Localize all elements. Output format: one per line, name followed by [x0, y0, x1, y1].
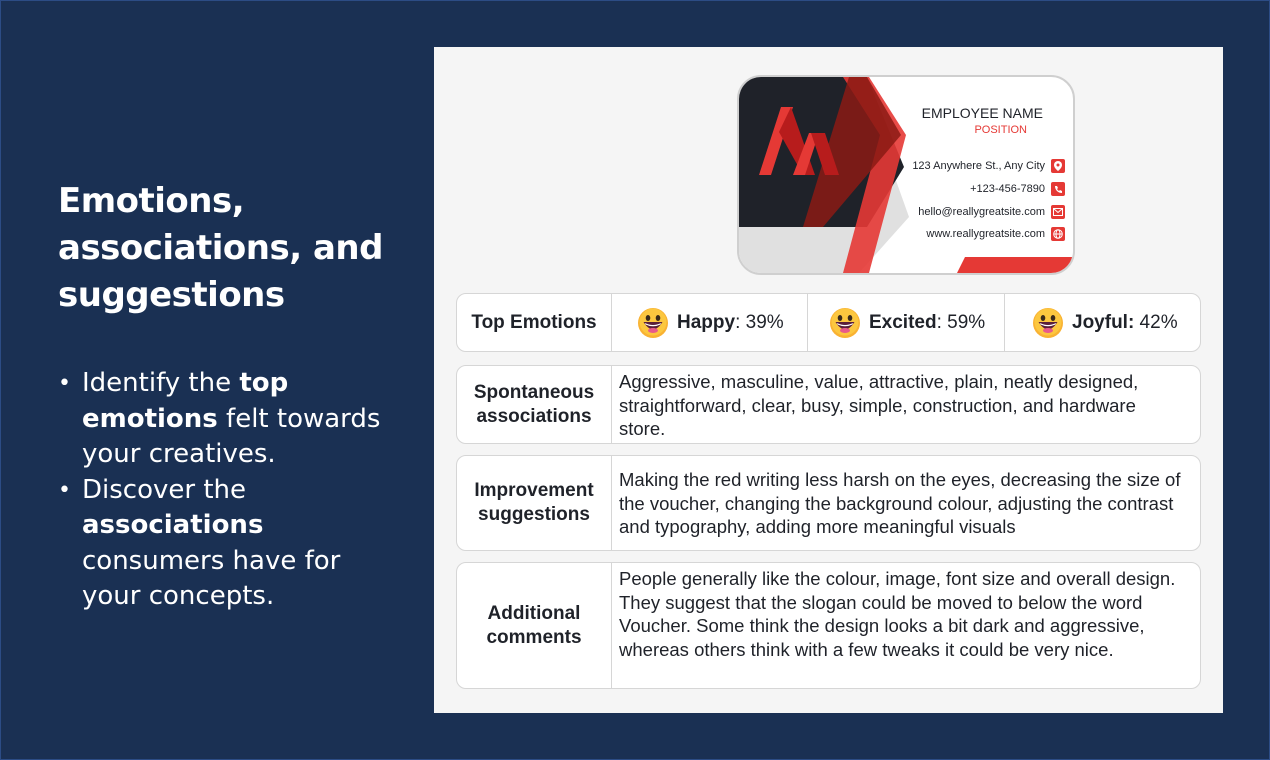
suggestions-text: Making the red writing less harsh on the eyes, decreasing the size of the voucher, changing the background colour, adjusting the contrast and typography, adding more meaningful visuals [619, 469, 1181, 537]
grinning-face-icon [1032, 307, 1064, 339]
associations-label: Spontaneous associations [457, 366, 612, 443]
emotions-label: Top Emotions [457, 294, 612, 351]
phone-icon [1051, 182, 1065, 196]
emotions-row [456, 293, 1201, 352]
slide-title: Emotions, associations, and suggestions [58, 181, 383, 315]
emotion-happy: Happy: 39% [637, 294, 784, 351]
associations-row [456, 365, 1201, 444]
business-card-image [737, 75, 1075, 275]
column-divider [1004, 294, 1005, 351]
globe-icon [1051, 227, 1065, 241]
emotion-excited: Excited: 59% [829, 294, 985, 351]
emotion-joyful: Joyful: 42% [1032, 294, 1178, 351]
card-phone: +123-456-7890 [970, 182, 1065, 196]
employee-position: POSITION [974, 124, 1027, 136]
column-divider [807, 294, 808, 351]
results-panel [434, 47, 1223, 713]
grinning-face-icon [637, 307, 669, 339]
associations-text: Aggressive, masculine, value, attractive, plain, neatly designed, straightforward, clear, busy, simple, construction, and hardware store. [619, 371, 1139, 439]
card-address: 123 Anywhere St., Any City [912, 159, 1065, 173]
comments-row [456, 562, 1201, 689]
comments-text: People generally like the colour, image, font size and overall design. They suggest that the slogan could be moved to below the word Voucher. Some think the design looks a bit dark and aggressive, whereas others think with a few tweaks it could be very nice. [619, 568, 1176, 660]
suggestions-row [456, 455, 1201, 551]
location-pin-icon [1051, 159, 1065, 173]
bullet-item: • Discover the associations consumers have for your concepts. [58, 473, 388, 615]
bullet-list [58, 366, 388, 615]
card-email: hello@reallygreatsite.com [918, 205, 1065, 219]
mail-icon [1051, 205, 1065, 219]
suggestions-label: Improvement suggestions [457, 456, 612, 550]
bullet-item: • Identify the top emotions felt towards your creatives. [58, 366, 388, 473]
comments-label: Additional comments [457, 563, 612, 688]
card-website: www.reallygreatsite.com [926, 227, 1065, 241]
grinning-face-icon [829, 307, 861, 339]
employee-name: EMPLOYEE NAME [921, 105, 1043, 121]
